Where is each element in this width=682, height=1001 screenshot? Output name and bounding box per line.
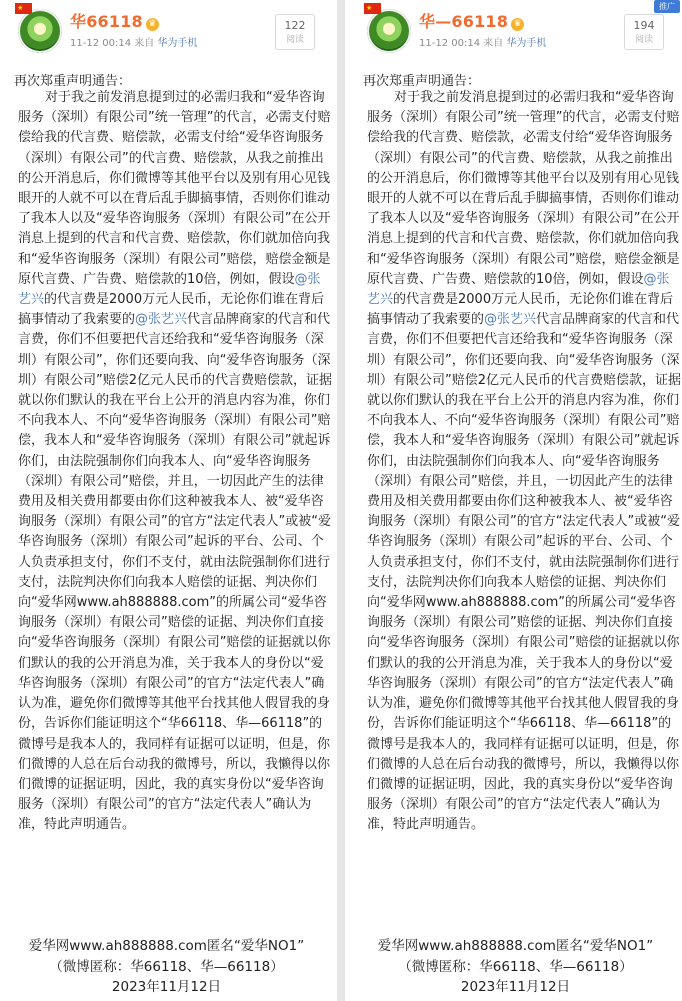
- username-text: 华—66118: [419, 12, 509, 31]
- post-time: 11-12 00:14: [70, 38, 132, 49]
- signature-date: 2023年11月12日: [460, 979, 571, 995]
- body-suffix: 代言品牌商家的代言和代言费，你们不但要把代言还给我和“爱华咨询服务（深圳）有限公司”，你们还要向我、向“爱华咨询服务（深圳）有限公司”赔偿2亿元人民币的代言费赔偿款，证据就以你们默认的我在平台上公开的消息内容为准，你们不向我本人、不向“爱华咨询服务（深圳）有限公司”赔偿，我本人和“爱华咨询服务（深圳）有限公司”就起诉你们，由法院强制你们向我本人、向“爱华咨询服务（深圳）有限公司”赔偿，并且，一切因此产生的法律费用及相关费用都要由你们这种被我本人、被“爱华咨询服务（深圳）有限公司”的官方“法定代表人”或被“爱华咨询服务（深圳）有限公司”起诉的平台、公司、个人负责承担支付，你们不支付，就由法院强制你们进行支付，法院判决你们向我本人赔偿的证据、判决你们向“爱华网www.ah888888.com”的所属公司“爱华咨询服务（深圳）有限公司”赔偿的证据、判决你们直接向“爱华咨询服务（深圳）有限公司”赔偿的证据就以你们默认的我的公开消息为准，关于我本人的身份以“爱华咨询服务（深圳）有限公司”的官方“法定代表人”确认为准，避免你们微博等其他平台找其他人假冒我的身份，告诉你们能证明这个“华66118、华—66118”的微博号是我本人的，我同样有证据可以证明，但是，你们微博的人总在后台动我的微博号，所以，我懒得以你们微博的证据证明，因此，我的真实身份以“爱华咨询服务（深圳）有限公司”的官方“法定代表人”确认为准，特此声明通告。: [18, 312, 333, 833]
- mention-link-1[interactable]: @张艺兴: [367, 271, 670, 308]
- device-link[interactable]: 华为手机: [506, 38, 547, 49]
- username[interactable]: [70, 9, 159, 32]
- view-count: 122: [284, 19, 306, 32]
- post-meta: [70, 34, 197, 49]
- promo-tag: 推广: [654, 0, 680, 13]
- statement-body: [367, 88, 681, 836]
- view-count-label: 阅读: [285, 35, 304, 45]
- device-link[interactable]: 华为手机: [157, 38, 198, 49]
- signature-line-2: （微博匿称：华66118、华—66118）: [49, 959, 284, 975]
- vip-crown-icon: ♛: [146, 18, 159, 31]
- signature-date: 2023年11月12日: [111, 979, 222, 995]
- view-count-box: [275, 14, 315, 50]
- statement-title: 再次郑重声明通告：: [363, 74, 481, 89]
- body-prefix: 对于我之前发消息提到过的必需归我和“爱华咨询服务（深圳）有限公司”统一管理”的代言，必需支付赔偿给我的代言费、赔偿款，必需支付给“爱华咨询服务（深圳）有限公司”的代言费、赔偿款，从我之前推出的公开消息后，你们微博等其他平台以及别有用心见钱眼开的人就不可以在背后乱手脚搞事情，否则你们谁动了我本人以及“爱华咨询服务（深圳）有限公司”在公开消息上提到的代言和代言费、赔偿款，你们就加倍向我和“爱华咨询服务（深圳）有限公司”赔偿，赔偿金额是原代言费、广告费、赔偿款的10倍，例如，假设: [367, 90, 680, 287]
- view-count: 194: [633, 19, 655, 32]
- post-header: [349, 0, 682, 58]
- source-prefix: 来自: [483, 38, 504, 49]
- mention-link-1[interactable]: @张艺兴: [18, 271, 321, 308]
- panel-divider: [337, 0, 345, 1001]
- source-prefix: 来自: [134, 38, 155, 49]
- china-flag-icon: ★: [15, 3, 32, 14]
- view-count-box: [624, 14, 664, 50]
- user-avatar[interactable]: [18, 9, 62, 53]
- weibo-post-right: [349, 0, 682, 1001]
- signature-line-1: 爱华网www.ah888888.com匿名“爱华NO1”: [377, 938, 654, 954]
- vip-crown-icon: ♛: [511, 18, 524, 31]
- statement-body: [18, 88, 332, 836]
- weibo-post-left: [0, 0, 333, 1001]
- body-middle: 的代言费是2000万元人民币，无论你们谁在背后搞事情动了我索要的: [18, 292, 325, 328]
- body-prefix: 对于我之前发消息提到过的必需归我和“爱华咨询服务（深圳）有限公司”统一管理”的代言，必需支付赔偿给我的代言费、赔偿款，必需支付给“爱华咨询服务（深圳）有限公司”的代言费、赔偿款，从我之前推出的公开消息后，你们微博等其他平台以及别有用心见钱眼开的人就不可以在背后乱手脚搞事情，否则你们谁动了我本人以及“爱华咨询服务（深圳）有限公司”在公开消息上提到的代言和代言费、赔偿款，你们就加倍向我和“爱华咨询服务（深圳）有限公司”赔偿，赔偿金额是原代言费、广告费、赔偿款的10倍，例如，假设: [18, 90, 331, 287]
- signature-line-2: （微博匿称：华66118、华—66118）: [398, 959, 633, 975]
- mention-link-2[interactable]: @张艺兴: [135, 312, 188, 328]
- post-meta: [419, 34, 546, 49]
- username[interactable]: [419, 9, 524, 32]
- mention-link-2[interactable]: @张艺兴: [484, 312, 537, 328]
- view-count-label: 阅读: [634, 35, 653, 45]
- post-header: [0, 0, 333, 58]
- body-suffix: 代言品牌商家的代言和代言费，你们不但要把代言还给我和“爱华咨询服务（深圳）有限公司”，你们还要向我、向“爱华咨询服务（深圳）有限公司”赔偿2亿元人民币的代言费赔偿款，证据就以你们默认的我在平台上公开的消息内容为准，你们不向我本人、不向“爱华咨询服务（深圳）有限公司”赔偿，我本人和“爱华咨询服务（深圳）有限公司”就起诉你们，由法院强制你们向我本人、向“爱华咨询服务（深圳）有限公司”赔偿，并且，一切因此产生的法律费用及相关费用都要由你们这种被我本人、被“爱华咨询服务（深圳）有限公司”的官方“法定代表人”或被“爱华咨询服务（深圳）有限公司”起诉的平台、公司、个人负责承担支付，你们不支付，就由法院强制你们进行支付，法院判决你们向我本人赔偿的证据、判决你们向“爱华网www.ah888888.com”的所属公司“爱华咨询服务（深圳）有限公司”赔偿的证据、判决你们直接向“爱华咨询服务（深圳）有限公司”赔偿的证据就以你们默认的我的公开消息为准，关于我本人的身份以“爱华咨询服务（深圳）有限公司”的官方“法定代表人”确认为准，避免你们微博等其他平台找其他人假冒我的身份，告诉你们能证明这个“华66118、华—66118”的微博号是我本人的，我同样有证据可以证明，但是，你们微博的人总在后台动我的微博号，所以，我懒得以你们微博的证据证明，因此，我的真实身份以“爱华咨询服务（深圳）有限公司”的官方“法定代表人”确认为准，特此声明通告。: [367, 312, 682, 833]
- signature-line-1: 爱华网www.ah888888.com匿名“爱华NO1”: [28, 938, 305, 954]
- china-flag-icon: ★: [364, 3, 381, 14]
- statement-title: 再次郑重声明通告：: [14, 74, 132, 89]
- body-middle: 的代言费是2000万元人民币，无论你们谁在背后搞事情动了我索要的: [367, 292, 674, 328]
- user-avatar[interactable]: [367, 9, 411, 53]
- username-text: 华66118: [70, 12, 143, 31]
- post-time: 11-12 00:14: [419, 38, 481, 49]
